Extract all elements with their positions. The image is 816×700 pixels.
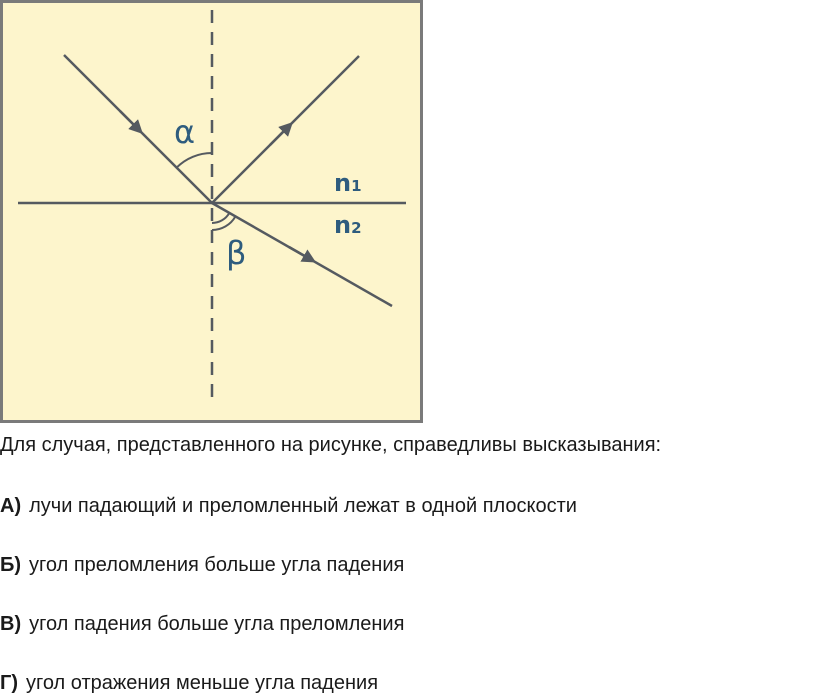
- n2-label-base: n: [334, 211, 352, 239]
- statement-g: [0, 670, 378, 696]
- statement-a: [0, 493, 577, 519]
- statement-letter: А): [0, 495, 22, 517]
- beta-label: β: [226, 234, 247, 272]
- n2-label-sub: 2: [351, 219, 362, 237]
- question-text: Для случая, представленного на рисунке, справедливы высказывания:: [0, 434, 662, 456]
- statement-text: угол преломления больше угла падения: [29, 554, 405, 576]
- statement-letter: В): [0, 613, 22, 635]
- statement-v: [0, 611, 404, 637]
- statement-text: угол отражения меньше угла падения: [26, 672, 379, 694]
- alpha-label: α: [174, 113, 196, 151]
- statement-letter: Б): [0, 554, 22, 576]
- n1-label-sub: 1: [351, 177, 362, 195]
- statement-text: угол падения больше угла преломления: [29, 613, 405, 635]
- statement-b: [0, 552, 404, 578]
- statement-text: лучи падающий и преломленный лежат в одной плоскости: [29, 495, 577, 517]
- optics-figure: [0, 0, 423, 423]
- n1-label-base: n: [334, 169, 352, 197]
- refraction-diagram: [0, 0, 423, 423]
- statement-letter: Г): [0, 672, 18, 694]
